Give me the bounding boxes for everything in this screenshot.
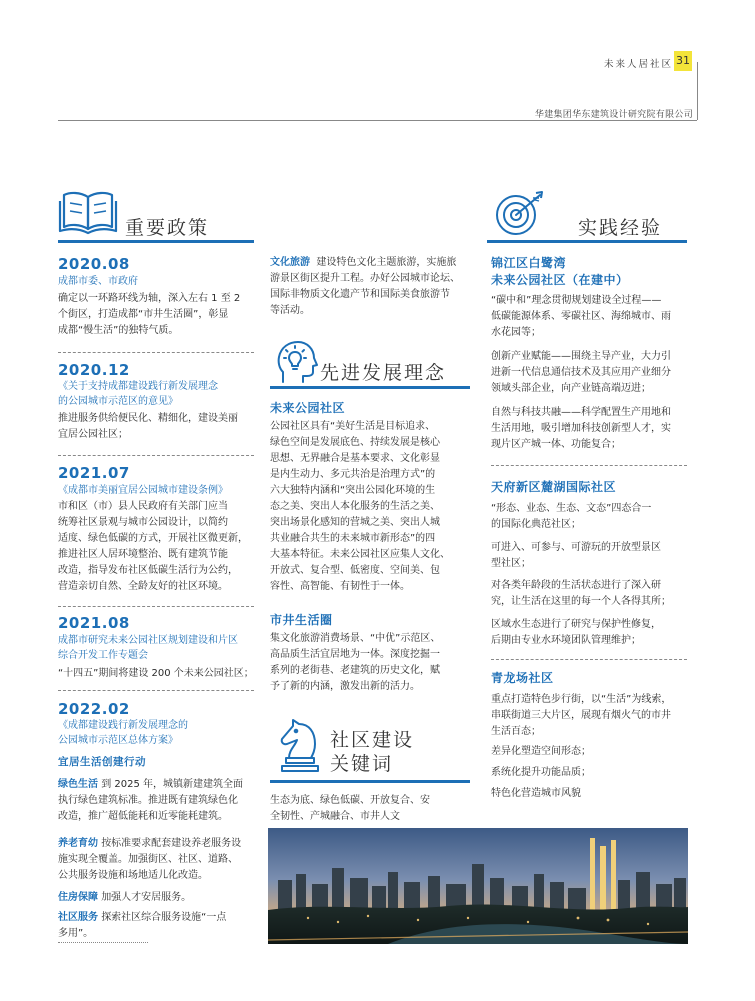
body-line: 开放式、复合型、低密度、空间美、包 <box>270 565 440 576</box>
target-icon <box>492 189 550 237</box>
body-line: 适度、绿色低碳的方式，开展社区微更新， <box>58 533 248 544</box>
page-number: 31 <box>674 51 692 71</box>
body-line: 探索社区综合服务设施“一点 <box>101 912 227 923</box>
body-line: 宜居公园社区； <box>58 429 128 440</box>
divider <box>58 352 254 353</box>
body-line: 改造，指导发布社区低碳生活行为公约， <box>58 565 238 576</box>
body-line: 的国际化典范社区； <box>491 519 581 530</box>
policy-rule <box>58 240 254 243</box>
body-line: 系统化提升功能品质； <box>491 767 591 778</box>
body-line: 特色化营造城市风貌 <box>491 788 581 799</box>
policy-title: 重要政策 <box>125 217 210 239</box>
body-line: 加强人才安居服务。 <box>101 892 192 903</box>
policy-source: 的公园城市示范区的意见》 <box>58 396 178 407</box>
divider <box>491 659 687 660</box>
body-line: 等活动。 <box>270 305 310 316</box>
keyword: 文化旅游 <box>270 257 310 268</box>
keyword: 住房保障 <box>58 892 98 903</box>
body-line: 水花园等； <box>491 327 541 338</box>
keyword: 社区服务 <box>58 912 98 923</box>
body-line: 后期由专业水环境团队管理维护； <box>491 635 641 646</box>
body-line: 生态为底、绿色低碳、开放复合、安 <box>270 795 430 806</box>
keyword-title-line: 社区建设 <box>330 729 415 751</box>
body-line: 予了新的内涵，激发出新的活力。 <box>270 681 420 692</box>
body-line: 自然与科技共融——科学配置生产用地和 <box>491 407 671 418</box>
practice-title: 实践经验 <box>578 217 663 239</box>
year-2020-08: 2020.08 <box>58 255 130 273</box>
body-line: 思想、无界融合是基本要求、文化彰显 <box>270 453 440 464</box>
divider <box>58 690 254 691</box>
body-line: 容性、高智能、有韧性于一体。 <box>270 581 410 592</box>
body-line: 创新产业赋能——围绕主导产业，大力引 <box>491 351 671 362</box>
body-line: 建设特色文化主题旅游，实施旅 <box>316 257 457 268</box>
body-line: 进新一代信息通信技术及其应用产业细分 <box>491 367 671 378</box>
body-line: 公共服务设施和场地适儿化改造。 <box>58 870 208 881</box>
divider <box>491 465 687 466</box>
body-line: 共业融合共生的未来城市新形态”的四 <box>270 533 436 544</box>
body-line: 型社区； <box>491 558 531 569</box>
body-line: 串联街道三大片区，展现有烟火气的市井 <box>491 710 671 721</box>
body-line: 全韧性、产城融合、市井人文 <box>270 811 400 822</box>
keyword-rule <box>270 780 470 783</box>
body-line: 高品质生活宜居地为一体。深度挖掘一 <box>270 649 440 660</box>
body-line: 成都“慢生活”的独特气质。 <box>58 325 179 336</box>
body-line: 区域水生态进行了研究与保护性修复， <box>491 619 661 630</box>
body-line: 生活用地，吸引增加科技创新型人才，实 <box>491 423 671 434</box>
body-line: 突出场景化感知的营城之美、突出人城 <box>270 517 440 528</box>
body-line: 施实现全覆盖。加强街区、社区、道路、 <box>58 854 238 865</box>
body-line: 推进服务供给便民化、精细化，建设美丽 <box>58 413 238 424</box>
keyword: 绿色生活 <box>58 779 98 790</box>
policy-source: 公园城市示范区总体方案》 <box>58 735 178 746</box>
policy-source: 《成都建设践行新发展理念的 <box>58 720 188 731</box>
policy-source: 成都市委、市政府 <box>58 276 138 287</box>
divider <box>58 942 148 943</box>
keyword-title-line: 关键词 <box>330 753 394 775</box>
concept-rule <box>270 386 470 389</box>
year-2022-02: 2022.02 <box>58 700 130 718</box>
body-line: 到 2025 年，城镇新建建筑全面 <box>101 779 243 790</box>
chess-knight-icon <box>277 716 321 774</box>
body-line: “形态、业态、生态、文态”四态合一 <box>491 503 652 514</box>
header-divider <box>697 62 698 120</box>
case-title: 未来公园社区（在建中） <box>491 273 629 287</box>
body-line: 多用”。 <box>58 928 94 939</box>
header-rule <box>58 120 697 121</box>
body-line: 集文化旅游消费场景、“中优”示范区、 <box>270 633 441 644</box>
body-line: 低碳能源体系、零碳社区、海绵城市、雨 <box>491 311 671 322</box>
practice-rule <box>487 240 687 243</box>
org-name: 华建集团华东建筑设计研究院有限公司 <box>534 110 693 120</box>
body-line: 可进入、可参与、可游玩的开放型景区 <box>491 542 661 553</box>
body-line: 游景区街区提升工程。办好公园城市论坛、 <box>270 273 460 284</box>
policy-source: 成都市研究未来公园社区规划建设和片区 <box>58 635 238 646</box>
year-2021-07: 2021.07 <box>58 464 130 482</box>
divider <box>58 606 254 607</box>
body-line: 对各类年龄段的生活状态进行了深入研 <box>491 580 661 591</box>
year-2021-08: 2021.08 <box>58 614 130 632</box>
divider <box>58 455 254 456</box>
policy-source: 综合开发工作专题会 <box>58 650 148 661</box>
body-line: 是内生动力、多元共治是治理方式”的 <box>270 469 436 480</box>
body-line: 确定以一环路环线为轴，深入左右 1 至 2 <box>58 293 241 304</box>
body-line: 态之美、突出人本化服务的生活之美、 <box>270 501 440 512</box>
body-line: 绿色空间是发展底色、持续发展是核心 <box>270 437 440 448</box>
body-line: 统筹社区景观与城市公园设计，以简约 <box>58 517 228 528</box>
book-icon <box>58 187 118 235</box>
action-title: 宜居生活创建行动 <box>58 756 146 768</box>
body-line: 个街区，打造成都“市井生活圈”，彰显 <box>58 309 229 320</box>
body-line: 领域头部企业，向产业链高端迈进； <box>491 383 651 394</box>
idea-head-icon <box>275 338 319 386</box>
body-line: 市和区（市）县人民政府有关部门应当 <box>58 501 228 512</box>
body-line: 推进社区人居环境整治、既有建筑节能 <box>58 549 228 560</box>
body-line: “碳中和”理念贯彻规划建设全过程—— <box>491 295 662 306</box>
body-line: 营造亲切自然、全龄友好的社区环境。 <box>58 581 228 592</box>
body-line: 系列的老街巷、老建筑的历史文化，赋 <box>270 665 440 676</box>
body-line: 六大独特内涵和“突出公园化环境的生 <box>270 485 436 496</box>
body-line: 究，让生活在这里的每一个人各得其所； <box>491 596 671 607</box>
body-line: 国际非物质文化遗产节和国际美食旅游节 <box>270 289 450 300</box>
market-title: 市井生活圈 <box>270 613 333 627</box>
case-title: 锦江区白鹭湾 <box>491 256 567 270</box>
section-title: 未来人居社区 <box>603 59 673 70</box>
park-title: 未来公园社区 <box>270 401 346 415</box>
body-line: 公园社区具有“美好生活是目标追求、 <box>270 421 436 432</box>
body-line: 大基本特征。未来公园社区应集人文化、 <box>270 549 450 560</box>
body-line: 现片区产城一体、功能复合； <box>491 439 621 450</box>
keyword: 养老育幼 <box>58 838 98 849</box>
body-line: 改造，推广超低能耗和近零能耗建筑。 <box>58 811 228 822</box>
body-line: 执行绿色建筑标准。推进既有建筑绿色化 <box>58 795 238 806</box>
body-line: 重点打造特色步行街，以“生活”为线索， <box>491 694 672 705</box>
concept-title: 先进发展理念 <box>320 362 447 384</box>
body-line: 生活百态； <box>491 726 541 737</box>
policy-source: 《成都市美丽宜居公园城市建设条例》 <box>58 485 228 496</box>
case-title: 天府新区麓湖国际社区 <box>491 480 617 494</box>
city-night-photo <box>268 828 688 944</box>
body-line: 差异化塑造空间形态； <box>491 746 591 757</box>
year-2020-12: 2020.12 <box>58 361 130 379</box>
case-title: 青龙场社区 <box>491 671 554 685</box>
body-line: “十四五”期间将建设 200 个未来公园社区； <box>58 668 254 679</box>
body-line: 按标准要求配套建设养老服务设 <box>101 838 242 849</box>
policy-source: 《关于支持成都建设践行新发展理念 <box>58 381 218 392</box>
